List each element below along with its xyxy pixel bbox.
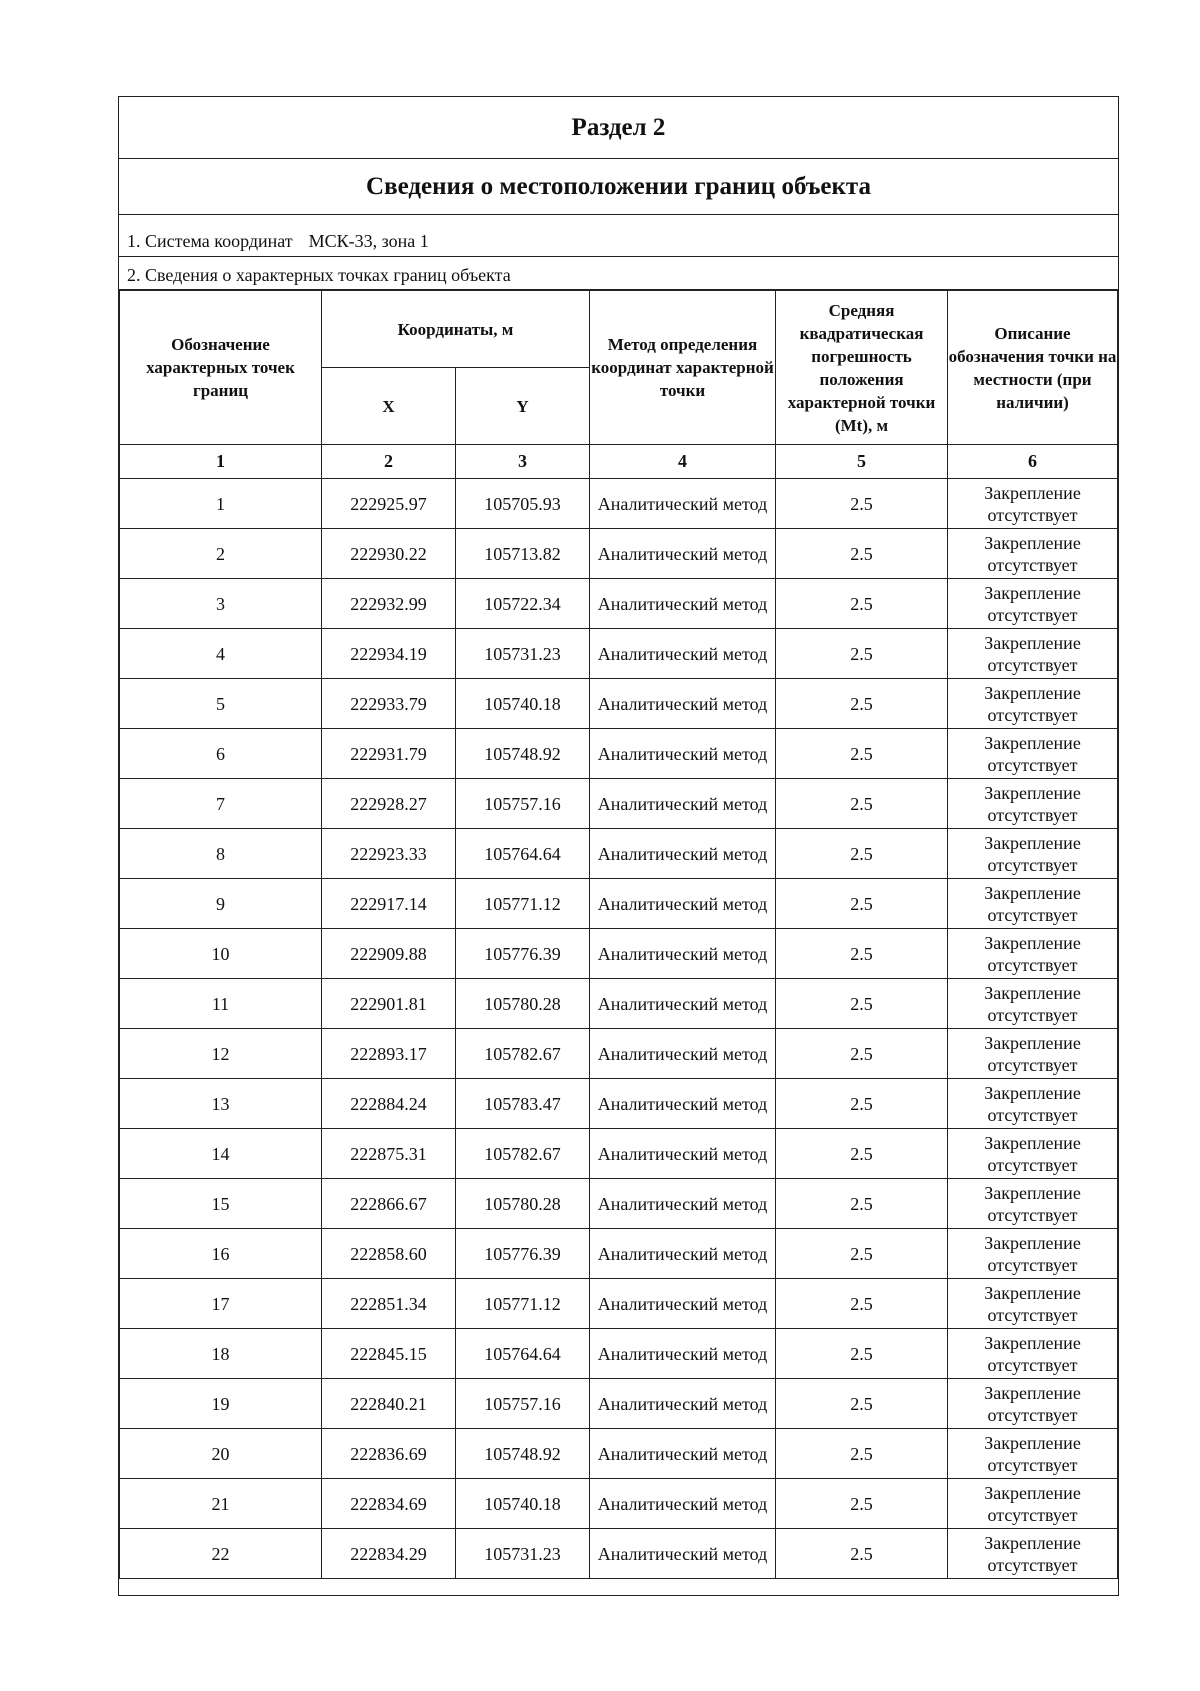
method-cell: Аналитический метод — [590, 1429, 776, 1479]
point-number-cell: 18 — [120, 1329, 322, 1379]
coord-x-cell: 222909.88 — [322, 929, 456, 979]
method-cell: Аналитический метод — [590, 629, 776, 679]
mean-error-cell: 2.5 — [776, 479, 948, 529]
mean-error-cell: 2.5 — [776, 1279, 948, 1329]
description-cell: Закрепление отсутствует — [948, 1479, 1118, 1529]
point-number-cell: 19 — [120, 1379, 322, 1429]
coord-y-cell: 105713.82 — [456, 529, 590, 579]
column-number: 3 — [456, 445, 590, 479]
mean-error-cell: 2.5 — [776, 1329, 948, 1379]
description-cell: Закрепление отсутствует — [948, 879, 1118, 929]
method-cell: Аналитический метод — [590, 879, 776, 929]
header-method: Метод определения координат характерной точки — [590, 291, 776, 445]
header-error: Средняя квадратическая погрешность положения характерной точки (Mt), м — [776, 291, 948, 445]
method-cell: Аналитический метод — [590, 1029, 776, 1079]
table-row — [120, 1229, 1118, 1279]
header-x: X — [322, 368, 456, 445]
table-row — [120, 1279, 1118, 1329]
method-cell: Аналитический метод — [590, 1079, 776, 1129]
coord-x-cell: 222834.29 — [322, 1529, 456, 1579]
mean-error-cell: 2.5 — [776, 1229, 948, 1279]
header-description: Описание обозначения точки на местности (при наличии) — [948, 291, 1118, 445]
mean-error-cell: 2.5 — [776, 1129, 948, 1179]
method-cell: Аналитический метод — [590, 579, 776, 629]
point-number-cell: 5 — [120, 679, 322, 729]
table-tail — [119, 1573, 1118, 1595]
table-row — [120, 629, 1118, 679]
mean-error-cell: 2.5 — [776, 1029, 948, 1079]
point-number-cell: 7 — [120, 779, 322, 829]
method-cell: Аналитический метод — [590, 979, 776, 1029]
points-table — [119, 290, 1118, 1579]
description-cell: Закрепление отсутствует — [948, 579, 1118, 629]
mean-error-cell: 2.5 — [776, 1179, 948, 1229]
coord-y-cell: 105722.34 — [456, 579, 590, 629]
mean-error-cell: 2.5 — [776, 929, 948, 979]
coord-y-cell: 105771.12 — [456, 1279, 590, 1329]
table-row — [120, 1529, 1118, 1579]
coord-x-cell: 222917.14 — [322, 879, 456, 929]
description-cell: Закрепление отсутствует — [948, 1029, 1118, 1079]
point-number-cell: 15 — [120, 1179, 322, 1229]
description-cell: Закрепление отсутствует — [948, 1529, 1118, 1579]
mean-error-cell: 2.5 — [776, 1079, 948, 1129]
method-cell: Аналитический метод — [590, 1329, 776, 1379]
point-number-cell: 17 — [120, 1279, 322, 1329]
header-y: Y — [456, 368, 590, 445]
point-number-cell: 14 — [120, 1129, 322, 1179]
description-cell: Закрепление отсутствует — [948, 1329, 1118, 1379]
mean-error-cell: 2.5 — [776, 729, 948, 779]
table-row — [120, 1079, 1118, 1129]
coord-x-cell: 222834.69 — [322, 1479, 456, 1529]
coord-x-cell: 222932.99 — [322, 579, 456, 629]
description-cell: Закрепление отсутствует — [948, 829, 1118, 879]
coord-system-value: МСК-33, зона 1 — [308, 231, 429, 251]
description-cell: Закрепление отсутствует — [948, 979, 1118, 1029]
table-row — [120, 1329, 1118, 1379]
point-number-cell: 21 — [120, 1479, 322, 1529]
method-cell: Аналитический метод — [590, 1379, 776, 1429]
description-cell: Закрепление отсутствует — [948, 1279, 1118, 1329]
method-cell: Аналитический метод — [590, 1279, 776, 1329]
method-cell: Аналитический метод — [590, 1179, 776, 1229]
coord-y-cell: 105776.39 — [456, 1229, 590, 1279]
point-number-cell: 16 — [120, 1229, 322, 1279]
column-number: 5 — [776, 445, 948, 479]
method-cell: Аналитический метод — [590, 829, 776, 879]
description-cell: Закрепление отсутствует — [948, 1429, 1118, 1479]
column-number: 2 — [322, 445, 456, 479]
method-cell: Аналитический метод — [590, 679, 776, 729]
column-number: 6 — [948, 445, 1118, 479]
coord-y-cell: 105783.47 — [456, 1079, 590, 1129]
description-cell: Закрепление отсутствует — [948, 929, 1118, 979]
point-number-cell: 11 — [120, 979, 322, 1029]
coord-x-cell: 222858.60 — [322, 1229, 456, 1279]
method-cell: Аналитический метод — [590, 529, 776, 579]
coord-x-cell: 222893.17 — [322, 1029, 456, 1079]
coord-y-cell: 105780.28 — [456, 1179, 590, 1229]
coord-x-cell: 222845.15 — [322, 1329, 456, 1379]
coord-y-cell: 105782.67 — [456, 1129, 590, 1179]
point-number-cell: 1 — [120, 479, 322, 529]
point-number-cell: 3 — [120, 579, 322, 629]
description-cell: Закрепление отсутствует — [948, 779, 1118, 829]
mean-error-cell: 2.5 — [776, 979, 948, 1029]
point-number-cell: 13 — [120, 1079, 322, 1129]
coord-system-label: 1. Система координат — [127, 231, 293, 251]
table-row — [120, 1379, 1118, 1429]
description-cell: Закрепление отсутствует — [948, 729, 1118, 779]
description-cell: Закрепление отсутствует — [948, 1379, 1118, 1429]
table-row — [120, 979, 1118, 1029]
coord-x-cell: 222931.79 — [322, 729, 456, 779]
table-row — [120, 879, 1118, 929]
mean-error-cell: 2.5 — [776, 779, 948, 829]
mean-error-cell: 2.5 — [776, 579, 948, 629]
coord-y-cell: 105776.39 — [456, 929, 590, 979]
point-number-cell: 4 — [120, 629, 322, 679]
table-row — [120, 729, 1118, 779]
point-number-cell: 20 — [120, 1429, 322, 1479]
header-designation: Обозначение характерных точек границ — [120, 291, 322, 445]
method-cell: Аналитический метод — [590, 779, 776, 829]
method-cell: Аналитический метод — [590, 1529, 776, 1579]
coord-y-cell: 105748.92 — [456, 1429, 590, 1479]
coord-y-cell: 105748.92 — [456, 729, 590, 779]
coord-y-cell: 105771.12 — [456, 879, 590, 929]
table-row — [120, 779, 1118, 829]
mean-error-cell: 2.5 — [776, 829, 948, 879]
description-cell: Закрепление отсутствует — [948, 1179, 1118, 1229]
point-number-cell: 12 — [120, 1029, 322, 1079]
table-row — [120, 1179, 1118, 1229]
coord-y-cell: 105705.93 — [456, 479, 590, 529]
coord-x-cell: 222934.19 — [322, 629, 456, 679]
coord-y-cell: 105764.64 — [456, 1329, 590, 1379]
method-cell: Аналитический метод — [590, 1229, 776, 1279]
description-cell: Закрепление отсутствует — [948, 629, 1118, 679]
point-number-cell: 9 — [120, 879, 322, 929]
table-row — [120, 479, 1118, 529]
description-cell: Закрепление отсутствует — [948, 1079, 1118, 1129]
section-title: Раздел 2 — [119, 97, 1118, 159]
mean-error-cell: 2.5 — [776, 629, 948, 679]
coord-x-cell: 222925.97 — [322, 479, 456, 529]
coord-system-row — [119, 215, 1118, 257]
header-coordinates: Координаты, м — [322, 291, 590, 368]
coord-y-cell: 105757.16 — [456, 1379, 590, 1429]
table-row — [120, 1129, 1118, 1179]
coord-y-cell: 105731.23 — [456, 1529, 590, 1579]
method-cell: Аналитический метод — [590, 929, 776, 979]
coord-y-cell: 105740.18 — [456, 679, 590, 729]
coord-x-cell: 222851.34 — [322, 1279, 456, 1329]
mean-error-cell: 2.5 — [776, 679, 948, 729]
mean-error-cell: 2.5 — [776, 879, 948, 929]
description-cell: Закрепление отсутствует — [948, 1129, 1118, 1179]
mean-error-cell: 2.5 — [776, 1529, 948, 1579]
coord-x-cell: 222930.22 — [322, 529, 456, 579]
point-number-cell: 6 — [120, 729, 322, 779]
mean-error-cell: 2.5 — [776, 1479, 948, 1529]
coord-x-cell: 222901.81 — [322, 979, 456, 1029]
coord-y-cell: 105757.16 — [456, 779, 590, 829]
point-number-cell: 8 — [120, 829, 322, 879]
column-number: 4 — [590, 445, 776, 479]
coord-x-cell: 222875.31 — [322, 1129, 456, 1179]
coord-x-cell: 222840.21 — [322, 1379, 456, 1429]
coord-y-cell: 105780.28 — [456, 979, 590, 1029]
method-cell: Аналитический метод — [590, 479, 776, 529]
coord-x-cell: 222933.79 — [322, 679, 456, 729]
method-cell: Аналитический метод — [590, 1479, 776, 1529]
point-number-cell: 22 — [120, 1529, 322, 1579]
description-cell: Закрепление отсутствует — [948, 679, 1118, 729]
table-row — [120, 1429, 1118, 1479]
column-number: 1 — [120, 445, 322, 479]
coord-y-cell: 105731.23 — [456, 629, 590, 679]
point-number-cell: 10 — [120, 929, 322, 979]
object-title: Сведения о местоположении границ объекта — [119, 159, 1118, 215]
method-cell: Аналитический метод — [590, 1129, 776, 1179]
coord-x-cell: 222836.69 — [322, 1429, 456, 1479]
coord-y-cell: 105782.67 — [456, 1029, 590, 1079]
coord-y-cell: 105764.64 — [456, 829, 590, 879]
description-cell: Закрепление отсутствует — [948, 479, 1118, 529]
coord-x-cell: 222923.33 — [322, 829, 456, 879]
point-number-cell: 2 — [120, 529, 322, 579]
table-row — [120, 1029, 1118, 1079]
table-row — [120, 1479, 1118, 1529]
table-row — [120, 529, 1118, 579]
coord-x-cell: 222928.27 — [322, 779, 456, 829]
mean-error-cell: 2.5 — [776, 1429, 948, 1479]
document-sheet — [118, 96, 1119, 1596]
description-cell: Закрепление отсутствует — [948, 529, 1118, 579]
description-cell: Закрепление отсутствует — [948, 1229, 1118, 1279]
method-cell: Аналитический метод — [590, 729, 776, 779]
mean-error-cell: 2.5 — [776, 529, 948, 579]
table-row — [120, 679, 1118, 729]
coord-x-cell: 222884.24 — [322, 1079, 456, 1129]
mean-error-cell: 2.5 — [776, 1379, 948, 1429]
points-info-row: 2. Сведения о характерных точках границ объекта — [119, 257, 1118, 290]
table-row — [120, 579, 1118, 629]
coord-y-cell: 105740.18 — [456, 1479, 590, 1529]
table-row — [120, 829, 1118, 879]
coord-x-cell: 222866.67 — [322, 1179, 456, 1229]
table-row — [120, 929, 1118, 979]
